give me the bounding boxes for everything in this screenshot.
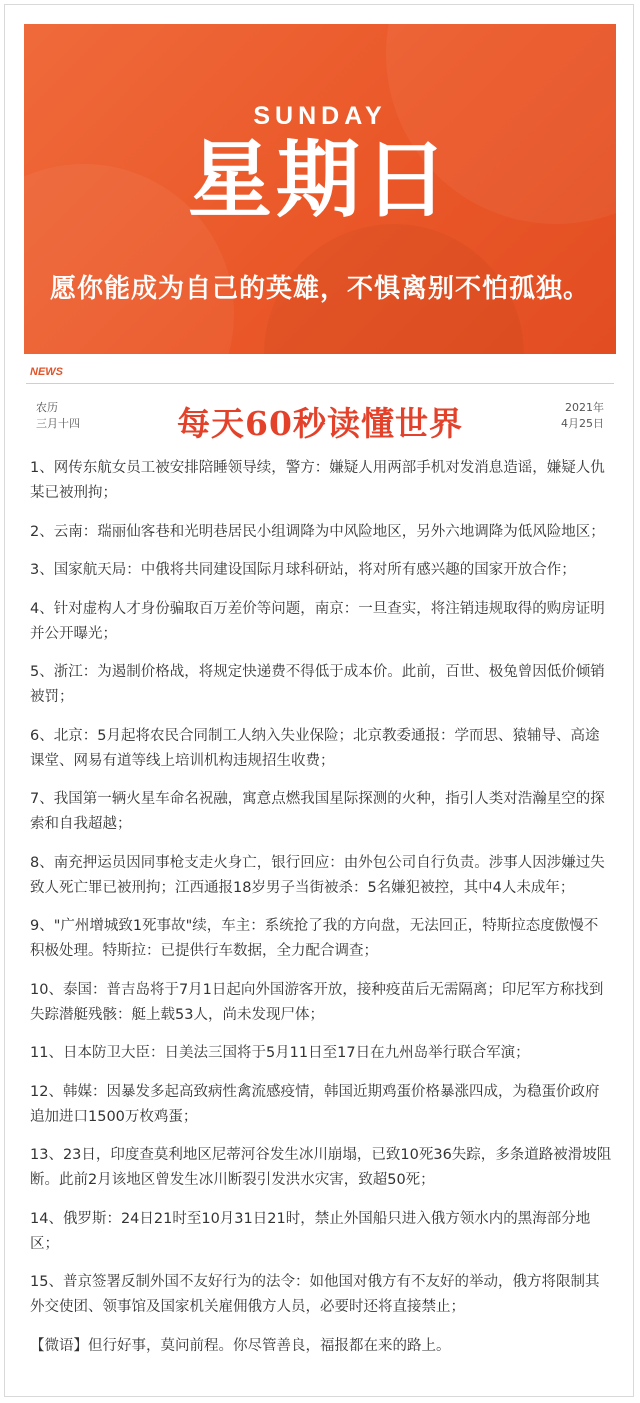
- news-item: 7、我国第一辆火星车命名祝融，寓意点燃我国星际探测的火种，指引人类对浩瀚星空的探索和自我超越；: [30, 791, 605, 832]
- news-item: 12、韩媒：因暴发多起高致病性禽流感疫情，韩国近期鸡蛋价格暴涨四成，为稳蛋价政府追加进口1500万枚鸡蛋；: [30, 1083, 600, 1125]
- news-item: 10、泰国：普吉岛将于7月1日起向外国游客开放，接种疫苗后无需隔离；印尼军方称找到失踪潜艇残骸：艇上载53人，尚未发现尸体；: [30, 981, 604, 1023]
- news-item: 11、日本防卫大臣：日美法三国将于5月11日至17日在九州岛举行联合军演；: [30, 1045, 530, 1061]
- news-tag: NEWS: [30, 366, 63, 378]
- news-item: 2、云南：瑞丽仙客巷和光明巷居民小组调降为中风险地区，另外六地调降为低风险地区；: [30, 523, 605, 540]
- header-banner: [24, 24, 616, 354]
- news-item: 14、俄罗斯：24日21时至10月31日21时，禁止外国船只进入俄方领水内的黑海部分地区；: [30, 1210, 591, 1252]
- lunar-label: 农历: [36, 401, 58, 414]
- divider: [26, 383, 614, 384]
- date: 4月25日: [561, 417, 604, 430]
- banner-english-day: SUNDAY: [253, 102, 387, 130]
- news-item: 4、针对虚构人才身份骗取百万差价等问题，南京：一旦查实，将注销违规取得的购房证明并公开曝光；: [30, 600, 605, 642]
- gregorian-date: [524, 400, 604, 432]
- news-item: 6、北京：5月起将农民合同制工人纳入失业保险；北京教委通报：学而思、猿辅导、高途课堂、网易有道等线上培训机构违规招生收费；: [30, 727, 600, 769]
- daily-quote: 【微语】但行好事，莫问前程。你尽管善良，福报都在来的路上。: [30, 1337, 451, 1354]
- lunar-value: 三月十四: [36, 417, 80, 430]
- news-item: 9、"广州增城致1死事故"续，车主：系统抢了我的方向盘，无法回正，特斯拉态度傲慢不积极处理。特斯拉：已提供行车数据，全力配合调查；: [30, 918, 599, 959]
- banner-weekday: 星期日: [187, 130, 452, 229]
- news-item: 15、普京签署反制外国不友好行为的法令：如他国对俄方有不友好的举动，俄方将限制其外交使团、领事馆及国家机关雇佣俄方人员，必要时还将直接禁止；: [30, 1274, 600, 1315]
- banner-motto: 愿你能成为自己的英雄，不惧离别不怕孤独。: [49, 274, 590, 304]
- news-item: 8、南充押运员因同事枪支走火身亡，银行回应：由外包公司自行负责。涉事人因涉嫌过失致人死亡罪已被刑拘；江西通报18岁男子当街被杀：5名嫌犯被控，其中4人未成年；: [30, 854, 605, 896]
- page-title: 每天60秒读懂世界: [177, 404, 463, 443]
- news-item: 13、23日，印度查莫利地区尼蒂河谷发生冰川崩塌，已致10死36失踪，多条道路被滑坡阻断。此前2月该地区曾发生冰川断裂引发洪水灾害，致超50死；: [30, 1147, 612, 1188]
- news-item: 5、浙江：为遏制价格战，将规定快递费不得低于成本价。此前，百世、极兔曾因低价倾销被罚；: [30, 664, 605, 705]
- news-item: 1、网传东航女员工被安排陪睡领导续，警方：嫌疑人用两部手机对发消息造谣，嫌疑人仇某已被刑拘；: [30, 460, 605, 501]
- news-item: 3、国家航天局：中俄将共同建设国际月球科研站，将对所有感兴趣的国家开放合作；: [30, 562, 576, 578]
- news-list: [30, 456, 612, 1372]
- year: 2021年: [565, 401, 604, 414]
